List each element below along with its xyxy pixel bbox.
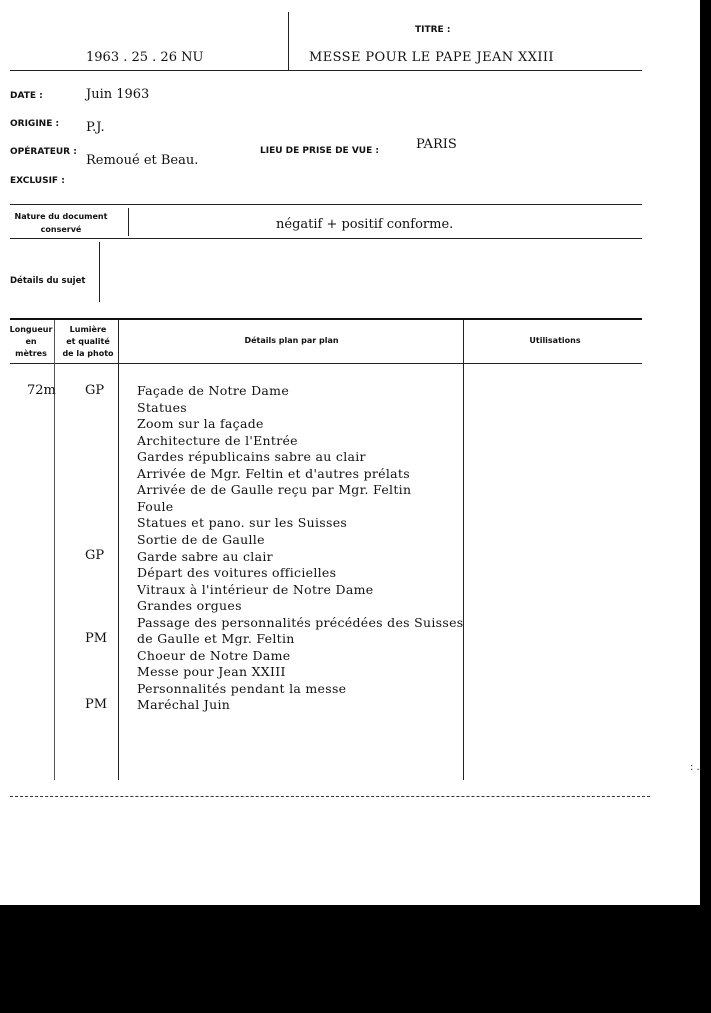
col-details: Détails plan par plan <box>244 336 339 345</box>
plan-line: Statues et pano. sur les Suisses <box>137 515 348 531</box>
longueur-value: 72m <box>27 383 56 398</box>
col-line-3 <box>463 320 464 780</box>
header-rule <box>10 70 642 71</box>
nature-bottom-rule <box>10 238 642 239</box>
plan-line: Grandes orgues <box>137 598 242 614</box>
col-longueur-1: Longueur <box>9 325 53 334</box>
table-top-rule <box>10 318 642 320</box>
nature-top-rule <box>10 204 642 205</box>
quality-value: GP <box>85 548 105 563</box>
plan-line: Façade de Notre Dame <box>137 383 290 398</box>
nature-divider <box>128 208 129 236</box>
details-sujet-divider <box>99 242 100 302</box>
col-utilisations: Utilisations <box>529 336 581 345</box>
plan-line: Architecture de l'Entrée <box>137 432 298 448</box>
quality-value: PM <box>85 631 108 646</box>
plan-line: Maréchal Juin <box>137 697 231 713</box>
plan-line: Personnalités pendant la messe <box>137 680 347 696</box>
origine-value: P.J. <box>86 120 105 135</box>
document-title: MESSE POUR LE PAPE JEAN XXIII <box>309 50 554 65</box>
table-header-rule <box>10 363 642 364</box>
plan-line: Zoom sur la façade <box>137 416 264 432</box>
nature-label-1: Nature du document <box>14 212 108 221</box>
nature-label-2: conservé <box>40 225 82 234</box>
exclusif-label: EXCLUSIF : <box>10 176 65 186</box>
col-longueur-3: mètres <box>15 349 47 358</box>
operateur-label: OPÉRATEUR : <box>10 147 77 157</box>
date-value: Juin 1963 <box>86 87 150 102</box>
nature-value: négatif + positif conforme. <box>276 217 454 232</box>
col-longueur-2: en <box>25 337 37 346</box>
plan-line: Choeur de Notre Dame <box>137 647 291 663</box>
reference-number: 1963 . 25 . 26 NU <box>86 50 204 65</box>
scan-mark: : . <box>690 762 700 773</box>
plan-line: Garde sabre au clair <box>137 548 273 564</box>
plan-line: Gardes républicains sabre au clair <box>137 449 366 465</box>
plan-line: Arrivée de Mgr. Feltin et d'autres prélats <box>137 465 410 481</box>
scan-border <box>0 905 711 1013</box>
operateur-value: Remoué et Beau. <box>86 153 199 168</box>
header-divider <box>288 12 289 70</box>
lieu-value: PARIS <box>416 137 457 152</box>
col-line-2 <box>118 320 119 780</box>
plan-line: Arrivée de de Gaulle reçu par Mgr. Feltin <box>137 482 412 498</box>
plan-line: Vitraux à l'intérieur de Notre Dame <box>137 581 374 597</box>
details-sujet-label: Détails du sujet <box>10 276 86 286</box>
plan-line: Foule <box>137 498 174 514</box>
quality-value: PM <box>85 697 108 712</box>
plan-line: de Gaulle et Mgr. Feltin <box>137 631 295 647</box>
plan-line: Messe pour Jean XXIII <box>137 664 286 680</box>
date-label: DATE : <box>10 91 43 101</box>
titre-label: TITRE : <box>415 25 451 35</box>
plan-line: Statues <box>137 399 188 415</box>
col-lumiere-2: et qualité <box>66 337 110 346</box>
plan-line: Passage des personnalités précédées des Suisses <box>137 614 464 630</box>
plan-line: Départ des voitures officielles <box>137 565 337 581</box>
col-lumiere-3: de la photo <box>62 349 114 358</box>
table-bottom-rule <box>10 796 650 797</box>
plan-line: Sortie de de Gaulle <box>137 531 265 547</box>
col-lumiere-1: Lumière <box>69 325 107 334</box>
origine-label: ORIGINE : <box>10 119 60 129</box>
lieu-label: LIEU DE PRISE DE VUE : <box>260 146 379 156</box>
quality-value: GP <box>85 383 105 398</box>
